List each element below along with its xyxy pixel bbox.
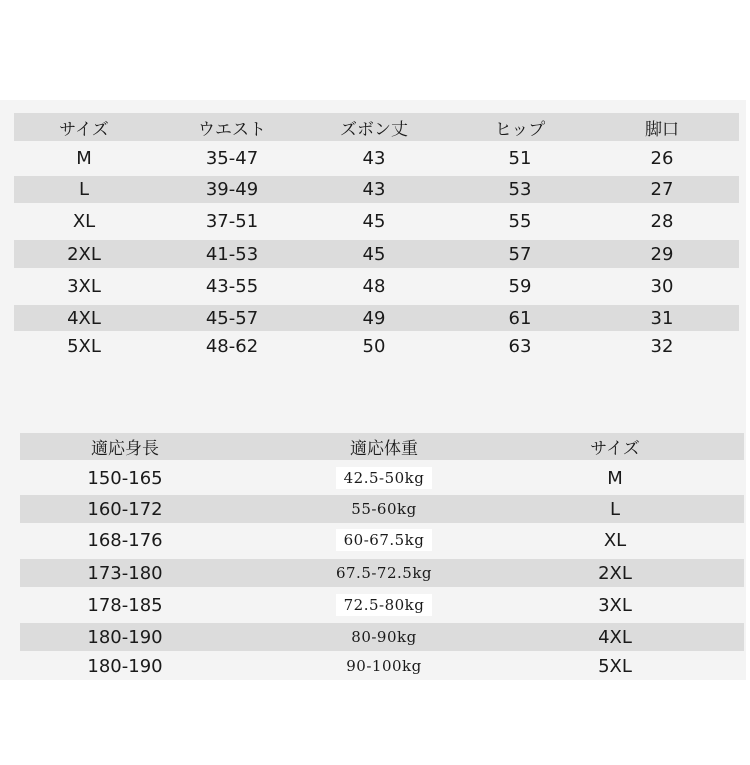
table-cell: 26: [650, 147, 674, 169]
weight-label: 42.5-50kg: [336, 467, 433, 489]
size-table-header: ウエスト: [198, 119, 266, 140]
table-cell: 28: [650, 210, 674, 232]
table-cell: 45-57: [205, 307, 259, 329]
size-table-header: サイズ: [59, 119, 109, 140]
table-cell: 57: [508, 243, 532, 265]
table-cell: 3XL: [598, 594, 632, 616]
table-cell: 160-172: [87, 498, 163, 520]
size-table: [14, 113, 739, 358]
table-cell: 55: [508, 210, 532, 232]
table-cell: 43: [362, 179, 386, 200]
table-row: [14, 176, 739, 203]
table-cell: [314, 525, 454, 555]
table-row: [14, 333, 739, 359]
weight-label: 90-100kg: [346, 657, 422, 675]
table-cell: 53: [508, 179, 532, 200]
table-row: [14, 305, 739, 331]
table-row: [20, 652, 744, 680]
table-cell: 51: [508, 147, 532, 169]
table-cell: 3XL: [67, 275, 101, 297]
table-cell: 61: [508, 307, 532, 329]
table-cell: 35-47: [205, 147, 259, 169]
weight-label: 60-67.5kg: [336, 529, 433, 551]
table-cell: [304, 559, 464, 587]
fit-table-header: サイズ: [590, 439, 640, 459]
table-cell: 45: [362, 243, 386, 265]
table-cell: 150-165: [87, 467, 163, 489]
table-cell: [314, 623, 454, 651]
size-table-header-row: [14, 113, 739, 141]
table-row: [20, 463, 744, 493]
table-cell: L: [78, 179, 90, 200]
table-cell: 29: [650, 243, 674, 265]
table-row: [20, 590, 744, 620]
table-cell: 37-51: [205, 210, 259, 232]
table-row: [20, 559, 744, 587]
table-row: [14, 240, 739, 268]
table-cell: [314, 495, 454, 523]
table-cell: 31: [650, 307, 674, 329]
table-cell: 5XL: [598, 655, 632, 677]
size-table-header: 脚口: [645, 119, 679, 140]
size-table-header: ズボン丈: [340, 119, 408, 140]
table-cell: 63: [508, 335, 532, 357]
table-cell: 39-49: [205, 179, 259, 200]
table-row: [14, 271, 739, 301]
fit-table-header-row: [20, 433, 744, 460]
table-cell: 30: [650, 275, 674, 297]
weight-label: 55-60kg: [351, 500, 417, 518]
table-cell: L: [609, 498, 621, 520]
table-cell: 48: [362, 275, 386, 297]
table-cell: 180-190: [87, 626, 163, 648]
table-row: [20, 525, 744, 555]
table-cell: 168-176: [87, 529, 163, 551]
weight-label: 67.5-72.5kg: [335, 564, 433, 582]
table-cell: M: [76, 147, 92, 169]
table-cell: 5XL: [67, 335, 101, 357]
table-cell: 59: [508, 275, 532, 297]
table-cell: [314, 652, 454, 680]
table-cell: 32: [650, 335, 674, 357]
table-cell: 4XL: [598, 626, 632, 648]
table-cell: 180-190: [87, 655, 163, 677]
size-table-header: ヒップ: [494, 119, 546, 140]
table-cell: XL: [72, 210, 96, 232]
table-row: [14, 143, 739, 173]
weight-label: 72.5-80kg: [336, 594, 433, 616]
table-cell: 49: [362, 307, 386, 329]
table-cell: M: [607, 467, 623, 489]
table-cell: 45: [362, 210, 386, 232]
table-cell: XL: [603, 529, 627, 551]
table-cell: 2XL: [598, 562, 632, 584]
table-cell: 43-55: [205, 275, 259, 297]
table-cell: 43: [362, 147, 386, 169]
table-cell: 173-180: [87, 562, 163, 584]
table-cell: 4XL: [67, 307, 101, 329]
table-cell: 41-53: [205, 243, 259, 265]
table-cell: [314, 590, 454, 620]
fit-table-header: 適応体重: [350, 439, 418, 459]
weight-label: 80-90kg: [351, 628, 417, 646]
table-cell: [314, 463, 454, 493]
table-cell: 178-185: [87, 594, 163, 616]
table-cell: 48-62: [205, 335, 259, 357]
table-row: [14, 206, 739, 236]
table-cell: 50: [362, 335, 386, 357]
fit-table-header: 適応身長: [91, 439, 159, 459]
fit-table: [20, 433, 744, 683]
table-row: [20, 623, 744, 651]
table-cell: 27: [650, 179, 674, 200]
table-cell: 2XL: [67, 243, 101, 265]
table-row: [20, 495, 744, 523]
